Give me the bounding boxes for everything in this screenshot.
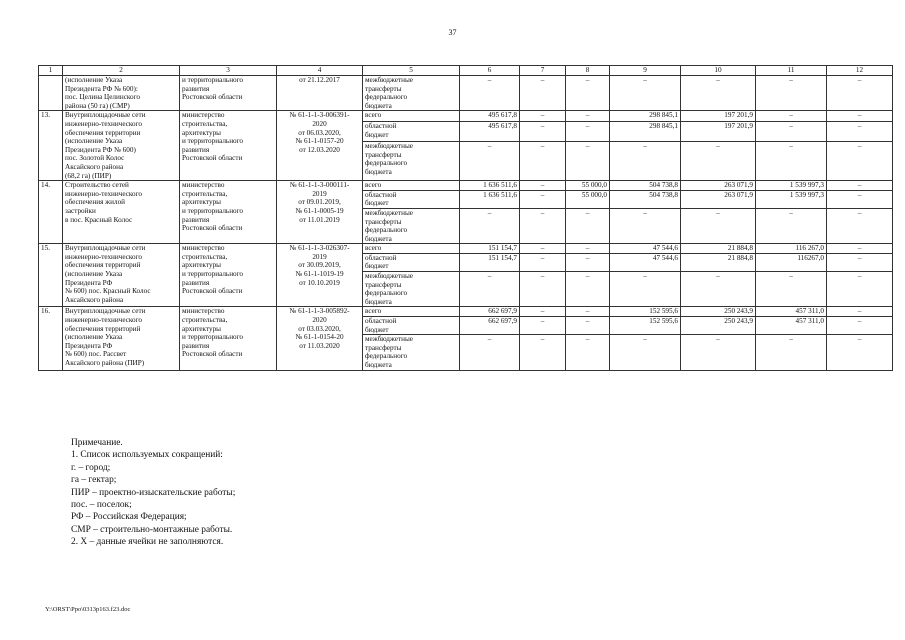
object-name: Внутриплощадочные сети инженерно-технического обеспечения территорий (исполнение Указа Президента РФ № 600) пос. Красный Колос Аксайского района <box>63 244 180 307</box>
value-col-8: 55 000,0 <box>566 190 610 208</box>
value-col-11: 1 539 997,3 <box>756 190 827 208</box>
col-header: 11 <box>756 66 827 76</box>
ministry: министерство строительства, архитектуры и территориального развития Ростовской области <box>180 111 277 181</box>
note-item: г. – город; <box>71 462 111 473</box>
col-header: 5 <box>363 66 460 76</box>
value-col-6: – <box>460 335 520 370</box>
value-col-10: – <box>681 272 756 307</box>
value-col-6: 1 636 511,6 <box>460 181 520 191</box>
value-col-8: – <box>566 307 610 317</box>
value-col-6: 662 697,9 <box>460 317 520 335</box>
ministry: министерство строительства, архитектуры и территориального развития Ростовской области <box>180 181 277 244</box>
value-col-6: – <box>460 208 520 243</box>
value-col-9: – <box>610 272 681 307</box>
row-number: 13. <box>39 111 63 181</box>
object-name: (исполнение Указа Президента РФ № 600): пос. Целина Целинского района (50 га) (СМР) <box>63 76 180 111</box>
value-col-11: 116267,0 <box>756 253 827 271</box>
col-header: 12 <box>827 66 893 76</box>
value-col-10: 263 071,9 <box>681 190 756 208</box>
note-item: га – гектар; <box>71 475 117 486</box>
ministry: и территориального развития Ростовской области <box>180 76 277 111</box>
page-number: 37 <box>448 28 457 37</box>
value-col-12: – <box>827 272 893 307</box>
table-row <box>39 111 893 122</box>
value-col-12: – <box>827 111 893 122</box>
value-col-9: 298 845,1 <box>610 121 681 141</box>
funding-source: всего <box>363 181 460 191</box>
value-col-6: 495 617,8 <box>460 111 520 122</box>
value-col-9: – <box>610 76 681 111</box>
note-item: пос. – поселок; <box>71 500 132 511</box>
value-col-11: 457 311,0 <box>756 317 827 335</box>
notes-title: Примечание. <box>71 438 123 448</box>
value-col-6: – <box>460 142 520 181</box>
value-col-8: – <box>566 253 610 271</box>
col-header: 6 <box>460 66 520 76</box>
value-col-11: 1 539 997,3 <box>756 181 827 191</box>
value-col-7: – <box>520 111 566 122</box>
value-col-12: – <box>827 317 893 335</box>
value-col-7: – <box>520 244 566 254</box>
funding-source: всего <box>363 111 460 122</box>
value-col-12: – <box>827 244 893 254</box>
value-col-10: 21 884,8 <box>681 244 756 254</box>
value-col-10: – <box>681 335 756 370</box>
value-col-6: – <box>460 76 520 111</box>
table-row <box>39 181 893 191</box>
value-col-9: 298 845,1 <box>610 111 681 122</box>
file-path-footer: Y:\ORST\Ppo\0313p163.f23.doc <box>45 606 131 613</box>
table-row <box>39 307 893 317</box>
value-col-6: 1 636 511,6 <box>460 190 520 208</box>
value-col-7: – <box>520 253 566 271</box>
funding-source: межбюджетные трансферты федерального бюджета <box>363 142 460 181</box>
col-header: 10 <box>681 66 756 76</box>
ministry: министерство строительства, архитектуры и территориального развития Ростовской области <box>180 307 277 370</box>
value-col-10: – <box>681 208 756 243</box>
value-col-8: – <box>566 244 610 254</box>
notes-section <box>71 437 235 549</box>
col-header: 9 <box>610 66 681 76</box>
value-col-7: – <box>520 142 566 181</box>
value-col-12: – <box>827 181 893 191</box>
funding-source: всего <box>363 244 460 254</box>
value-col-9: – <box>610 208 681 243</box>
value-col-9: – <box>610 335 681 370</box>
table-header-row <box>39 66 893 76</box>
value-col-7: – <box>520 307 566 317</box>
value-col-9: 47 544,6 <box>610 244 681 254</box>
value-col-9: 47 544,6 <box>610 253 681 271</box>
funding-source: межбюджетные трансферты федерального бюджета <box>363 76 460 111</box>
value-col-12: – <box>827 253 893 271</box>
col-header: 1 <box>39 66 63 76</box>
value-col-10: 197 201,9 <box>681 121 756 141</box>
value-col-7: – <box>520 181 566 191</box>
value-col-6: – <box>460 272 520 307</box>
budget-table <box>38 65 893 371</box>
value-col-11: – <box>756 121 827 141</box>
value-col-7: – <box>520 335 566 370</box>
value-col-7: – <box>520 272 566 307</box>
value-col-7: – <box>520 208 566 243</box>
doc-reference: № 61-1-1-3-026307- 2019 от 30.09.2019, № 61-1-1019-19 от 10.10.2019 <box>277 244 363 307</box>
value-col-11: – <box>756 208 827 243</box>
row-number: 16. <box>39 307 63 370</box>
value-col-6: 151 154,7 <box>460 253 520 271</box>
value-col-8: – <box>566 335 610 370</box>
funding-source: областной бюджет <box>363 190 460 208</box>
funding-source: областной бюджет <box>363 121 460 141</box>
value-col-10: 197 201,9 <box>681 111 756 122</box>
value-col-9: 152 595,6 <box>610 317 681 335</box>
value-col-11: – <box>756 272 827 307</box>
value-col-8: – <box>566 142 610 181</box>
object-name: Внутриплощадочные сети инженерно-технического обеспечения территорий (исполнение Указа Президента РФ № 600) пос. Рассвет Аксайского района (ПИР) <box>63 307 180 370</box>
value-col-8: 55 000,0 <box>566 181 610 191</box>
object-name: Внутриплощадочные сети инженерно-технического обеспечения территории (исполнение Указа Президента РФ № 600) пос. Золотой Колос Аксайского района (68,2 га) (ПИР) <box>63 111 180 181</box>
value-col-8: – <box>566 272 610 307</box>
object-name: Строительство сетей инженерно-технического обеспечения жилой застройки в пос. Красный Колос <box>63 181 180 244</box>
value-col-9: 504 738,8 <box>610 181 681 191</box>
row-number <box>39 76 63 111</box>
value-col-10: – <box>681 142 756 181</box>
value-col-11: – <box>756 76 827 111</box>
value-col-12: – <box>827 76 893 111</box>
funding-source: межбюджетные трансферты федерального бюджета <box>363 272 460 307</box>
value-col-7: – <box>520 76 566 111</box>
value-col-11: – <box>756 111 827 122</box>
funding-source: межбюджетные трансферты федерального бюджета <box>363 335 460 370</box>
value-col-12: – <box>827 208 893 243</box>
value-col-11: – <box>756 335 827 370</box>
value-col-6: 662 697,9 <box>460 307 520 317</box>
note-item: 2. Х – данные ячейки не заполняются. <box>71 537 224 548</box>
doc-reference: № 61-1-1-3-000111- 2019 от 09.01.2019, № 61-1-0005-19 от 11.01.2019 <box>277 181 363 244</box>
col-header: 8 <box>566 66 610 76</box>
value-col-12: – <box>827 121 893 141</box>
col-header: 2 <box>63 66 180 76</box>
value-col-7: – <box>520 317 566 335</box>
value-col-11: 457 311,0 <box>756 307 827 317</box>
value-col-8: – <box>566 76 610 111</box>
funding-source: областной бюджет <box>363 253 460 271</box>
value-col-8: – <box>566 121 610 141</box>
doc-reference: № 61-1-1-3-006391- 2020 от 06.03.2020, № 61-1-0157-20 от 12.03.2020 <box>277 111 363 181</box>
note-item: 1. Список используемых сокращений: <box>71 450 223 461</box>
value-col-10: 263 071,9 <box>681 181 756 191</box>
value-col-12: – <box>827 190 893 208</box>
row-number: 14. <box>39 181 63 244</box>
col-header: 7 <box>520 66 566 76</box>
value-col-6: 495 617,8 <box>460 121 520 141</box>
value-col-9: – <box>610 142 681 181</box>
value-col-10: – <box>681 76 756 111</box>
value-col-8: – <box>566 111 610 122</box>
doc-reference: от 21.12.2017 <box>277 76 363 111</box>
col-header: 3 <box>180 66 277 76</box>
value-col-10: 21 884,8 <box>681 253 756 271</box>
value-col-11: 116 267,0 <box>756 244 827 254</box>
value-col-12: – <box>827 142 893 181</box>
table-row-continued <box>39 76 893 111</box>
value-col-9: 504 738,8 <box>610 190 681 208</box>
value-col-8: – <box>566 208 610 243</box>
table-row <box>39 244 893 254</box>
value-col-9: 152 595,6 <box>610 307 681 317</box>
value-col-11: – <box>756 142 827 181</box>
value-col-10: 250 243,9 <box>681 317 756 335</box>
value-col-10: 250 243,9 <box>681 307 756 317</box>
ministry: министерство строительства, архитектуры и территориального развития Ростовской области <box>180 244 277 307</box>
note-item: СМР – строительно-монтажные работы. <box>71 524 233 535</box>
row-number: 15. <box>39 244 63 307</box>
value-col-7: – <box>520 190 566 208</box>
col-header: 4 <box>277 66 363 76</box>
doc-reference: № 61-1-1-3-005892- 2020 от 03.03.2020, № 61-1-0154-20 от 11.03.2020 <box>277 307 363 370</box>
value-col-12: – <box>827 335 893 370</box>
funding-source: межбюджетные трансферты федерального бюджета <box>363 208 460 243</box>
note-item: РФ – Российская Федерация; <box>71 512 187 523</box>
value-col-8: – <box>566 317 610 335</box>
note-item: ПИР – проектно-изыскательские работы; <box>71 487 236 498</box>
value-col-12: – <box>827 307 893 317</box>
value-col-7: – <box>520 121 566 141</box>
funding-source: всего <box>363 307 460 317</box>
value-col-6: 151 154,7 <box>460 244 520 254</box>
funding-source: областной бюджет <box>363 317 460 335</box>
